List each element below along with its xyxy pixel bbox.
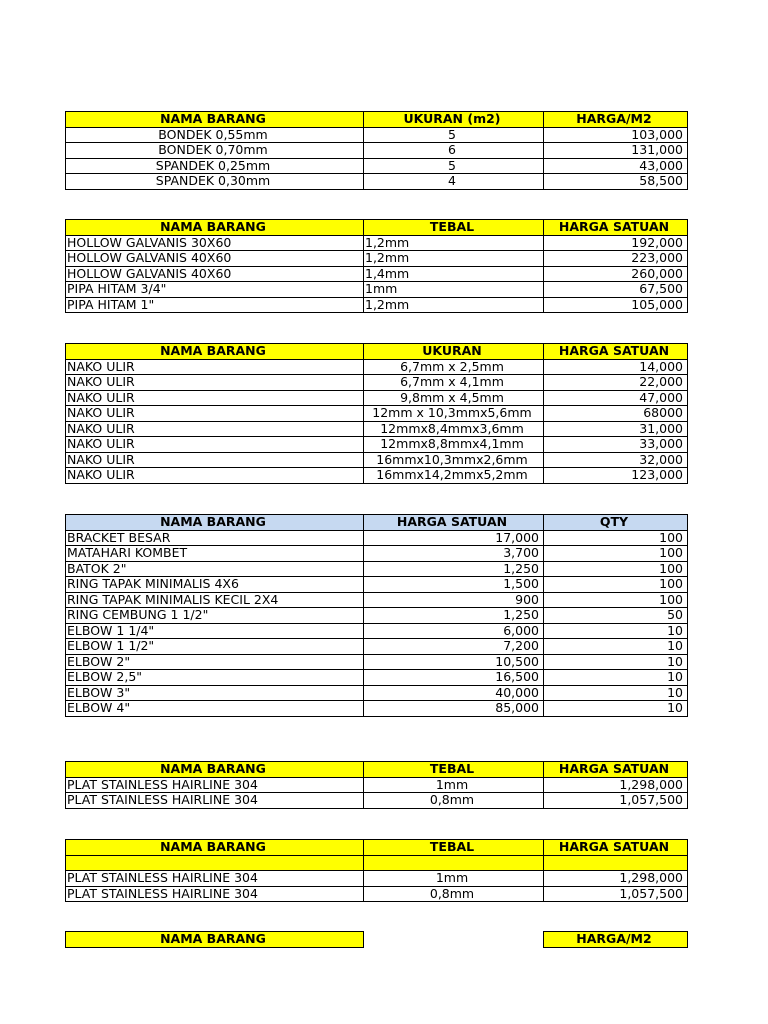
- cell-size: 12mmx8,8mmx4,1mm: [364, 437, 544, 453]
- cell-name: NAKO ULIR: [66, 468, 364, 484]
- cell-size: 16mmx14,2mmx5,2mm: [364, 468, 544, 484]
- table-row: [66, 561, 688, 577]
- cell-qty: 50: [544, 608, 688, 624]
- cell-name: PLAT STAINLESS HAIRLINE 304: [66, 793, 364, 809]
- header-cell: TEBAL: [364, 762, 544, 778]
- cell-price: 40,000: [364, 685, 544, 701]
- cell-qty: 100: [544, 592, 688, 608]
- cell-thickness: 0,8mm: [364, 793, 544, 809]
- cell-size: 6,7mm x 2,5mm: [364, 359, 544, 375]
- cell-thickness: 1,2mm: [364, 297, 544, 313]
- table-header-row: [66, 762, 688, 778]
- cell-size: 6,7mm x 4,1mm: [364, 375, 544, 391]
- cell-qty: 10: [544, 654, 688, 670]
- header-cell: NAMA BARANG: [66, 515, 364, 531]
- cell-price: 31,000: [544, 421, 688, 437]
- price-table-bondek: [65, 111, 688, 190]
- cell-price: 1,250: [364, 561, 544, 577]
- header-cell: HARGA/M2: [544, 932, 688, 948]
- blank-row: [66, 855, 688, 871]
- cell-price: 1,057,500: [544, 886, 688, 902]
- cell-name: NAKO ULIR: [66, 375, 364, 391]
- header-cell: UKURAN: [364, 344, 544, 360]
- table-row: [66, 282, 688, 298]
- cell-name: BONDEK 0,70mm: [66, 143, 364, 159]
- cell-name: NAKO ULIR: [66, 390, 364, 406]
- cell-price: 105,000: [544, 297, 688, 313]
- cell-name: RING CEMBUNG 1 1/2": [66, 608, 364, 624]
- table-row: [66, 670, 688, 686]
- table-row: [66, 777, 688, 793]
- price-table-stainless-a: [65, 761, 688, 809]
- table-header-row: [66, 932, 688, 948]
- cell-name: RING TAPAK MINIMALIS KECIL 2X4: [66, 592, 364, 608]
- table-header-row: [66, 515, 688, 531]
- cell-name: HOLLOW GALVANIS 40X60: [66, 251, 364, 267]
- cell-size: 16mmx10,3mmx2,6mm: [364, 452, 544, 468]
- table-row: [66, 266, 688, 282]
- cell-price: 32,000: [544, 452, 688, 468]
- table-row: [66, 577, 688, 593]
- table-row: [66, 127, 688, 143]
- cell-price: 68000: [544, 406, 688, 422]
- cell-size: 4: [364, 174, 544, 190]
- header-cell: NAMA BARANG: [66, 932, 364, 948]
- cell-name: ELBOW 1 1/4": [66, 623, 364, 639]
- cell-thickness: 1,4mm: [364, 266, 544, 282]
- price-table-accessories: [65, 514, 688, 717]
- table-row: [66, 359, 688, 375]
- header-cell: QTY: [544, 515, 688, 531]
- cell-name: NAKO ULIR: [66, 406, 364, 422]
- cell-price: 43,000: [544, 158, 688, 174]
- header-cell: NAMA BARANG: [66, 762, 364, 778]
- cell-thickness: 1mm: [364, 282, 544, 298]
- header-cell: HARGA SATUAN: [364, 515, 544, 531]
- cell-price: 3,700: [364, 546, 544, 562]
- price-table-nako: [65, 343, 688, 484]
- cell-price: 58,500: [544, 174, 688, 190]
- table-row: [66, 685, 688, 701]
- table-row: [66, 592, 688, 608]
- table-row: [66, 793, 688, 809]
- table-row: [66, 235, 688, 251]
- cell-name: BRACKET BESAR: [66, 530, 364, 546]
- table-row: [66, 639, 688, 655]
- table-row: [66, 468, 688, 484]
- table-row: [66, 406, 688, 422]
- cell-size: 5: [364, 158, 544, 174]
- cell-qty: 10: [544, 670, 688, 686]
- cell-price: 223,000: [544, 251, 688, 267]
- header-cell: TEBAL: [364, 220, 544, 236]
- header-cell: HARGA SATUAN: [544, 840, 688, 856]
- table-row: [66, 701, 688, 717]
- cell-size: 6: [364, 143, 544, 159]
- cell-name: NAKO ULIR: [66, 359, 364, 375]
- cell-size: 12mm x 10,3mmx5,6mm: [364, 406, 544, 422]
- table-row: [66, 608, 688, 624]
- table-row: [66, 871, 688, 887]
- table-row: [66, 297, 688, 313]
- cell-name: PLAT STAINLESS HAIRLINE 304: [66, 886, 364, 902]
- cell-name: MATAHARI KOMBET: [66, 546, 364, 562]
- cell-name: PLAT STAINLESS HAIRLINE 304: [66, 871, 364, 887]
- cell-price: 33,000: [544, 437, 688, 453]
- header-cell: TEBAL: [364, 840, 544, 856]
- table-row: [66, 437, 688, 453]
- cell-size: 5: [364, 127, 544, 143]
- cell-qty: 100: [544, 577, 688, 593]
- table-header-row: [66, 112, 688, 128]
- cell-name: NAKO ULIR: [66, 437, 364, 453]
- cell-price: 1,298,000: [544, 777, 688, 793]
- table-row: [66, 143, 688, 159]
- cell-thickness: 1mm: [364, 777, 544, 793]
- cell-price: 900: [364, 592, 544, 608]
- cell-price: 192,000: [544, 235, 688, 251]
- cell-name: BATOK 2": [66, 561, 364, 577]
- cell-price: 7,200: [364, 639, 544, 655]
- cell-price: 1,500: [364, 577, 544, 593]
- price-table-hollow: [65, 219, 688, 313]
- cell-size: 9,8mm x 4,5mm: [364, 390, 544, 406]
- cell-price: 17,000: [364, 530, 544, 546]
- cell-qty: 100: [544, 561, 688, 577]
- table-header-row: [66, 344, 688, 360]
- header-cell: HARGA SATUAN: [544, 220, 688, 236]
- table-row: [66, 886, 688, 902]
- header-cell: NAMA BARANG: [66, 840, 364, 856]
- cell-price: 131,000: [544, 143, 688, 159]
- header-cell: NAMA BARANG: [66, 112, 364, 128]
- header-cell: HARGA/M2: [544, 112, 688, 128]
- cell-price: 67,500: [544, 282, 688, 298]
- cell-size: 12mmx8,4mmx3,6mm: [364, 421, 544, 437]
- table-row: [66, 251, 688, 267]
- cell-qty: 10: [544, 701, 688, 717]
- cell-price: 85,000: [364, 701, 544, 717]
- cell-name: ELBOW 2,5": [66, 670, 364, 686]
- table-row: [66, 546, 688, 562]
- cell-name: ELBOW 2": [66, 654, 364, 670]
- cell-price: 16,500: [364, 670, 544, 686]
- table-row: [66, 174, 688, 190]
- cell-thickness: 1mm: [364, 871, 544, 887]
- table-row: [66, 452, 688, 468]
- cell-qty: 10: [544, 623, 688, 639]
- table-row: [66, 158, 688, 174]
- cell-thickness: 1,2mm: [364, 251, 544, 267]
- header-cell: HARGA SATUAN: [544, 762, 688, 778]
- cell-price: 6,000: [364, 623, 544, 639]
- cell-price: 22,000: [544, 375, 688, 391]
- cell-price: 47,000: [544, 390, 688, 406]
- header-cell: UKURAN (m2): [364, 112, 544, 128]
- header-cell: HARGA SATUAN: [544, 344, 688, 360]
- table-row: [66, 390, 688, 406]
- table-row: [66, 530, 688, 546]
- cell-price: 10,500: [364, 654, 544, 670]
- cell-price: 123,000: [544, 468, 688, 484]
- price-table-partial: [65, 931, 688, 948]
- table-header-row: [66, 840, 688, 856]
- cell-name: PIPA HITAM 1": [66, 297, 364, 313]
- cell-name: RING TAPAK MINIMALIS 4X6: [66, 577, 364, 593]
- cell-name: SPANDEK 0,30mm: [66, 174, 364, 190]
- cell-price: 1,250: [364, 608, 544, 624]
- cell-name: ELBOW 1 1/2": [66, 639, 364, 655]
- table-header-row: [66, 220, 688, 236]
- table-row: [66, 421, 688, 437]
- cell-qty: 100: [544, 530, 688, 546]
- cell-name: ELBOW 3": [66, 685, 364, 701]
- cell-price: 14,000: [544, 359, 688, 375]
- table-row: [66, 375, 688, 391]
- cell-price: 103,000: [544, 127, 688, 143]
- price-table-stainless-b: [65, 839, 688, 902]
- cell-price: 260,000: [544, 266, 688, 282]
- cell-name: HOLLOW GALVANIS 40X60: [66, 266, 364, 282]
- cell-qty: 100: [544, 546, 688, 562]
- cell-name: NAKO ULIR: [66, 421, 364, 437]
- cell-qty: 10: [544, 685, 688, 701]
- cell-price: 1,298,000: [544, 871, 688, 887]
- cell-qty: 10: [544, 639, 688, 655]
- header-cell: NAMA BARANG: [66, 220, 364, 236]
- cell-name: SPANDEK 0,25mm: [66, 158, 364, 174]
- cell-thickness: 0,8mm: [364, 886, 544, 902]
- header-cell-empty: [364, 932, 544, 948]
- cell-name: NAKO ULIR: [66, 452, 364, 468]
- cell-name: PIPA HITAM 3/4": [66, 282, 364, 298]
- table-row: [66, 623, 688, 639]
- table-row: [66, 654, 688, 670]
- cell-name: BONDEK 0,55mm: [66, 127, 364, 143]
- cell-name: PLAT STAINLESS HAIRLINE 304: [66, 777, 364, 793]
- header-cell: NAMA BARANG: [66, 344, 364, 360]
- cell-price: 1,057,500: [544, 793, 688, 809]
- cell-name: HOLLOW GALVANIS 30X60: [66, 235, 364, 251]
- cell-name: ELBOW 4": [66, 701, 364, 717]
- cell-thickness: 1,2mm: [364, 235, 544, 251]
